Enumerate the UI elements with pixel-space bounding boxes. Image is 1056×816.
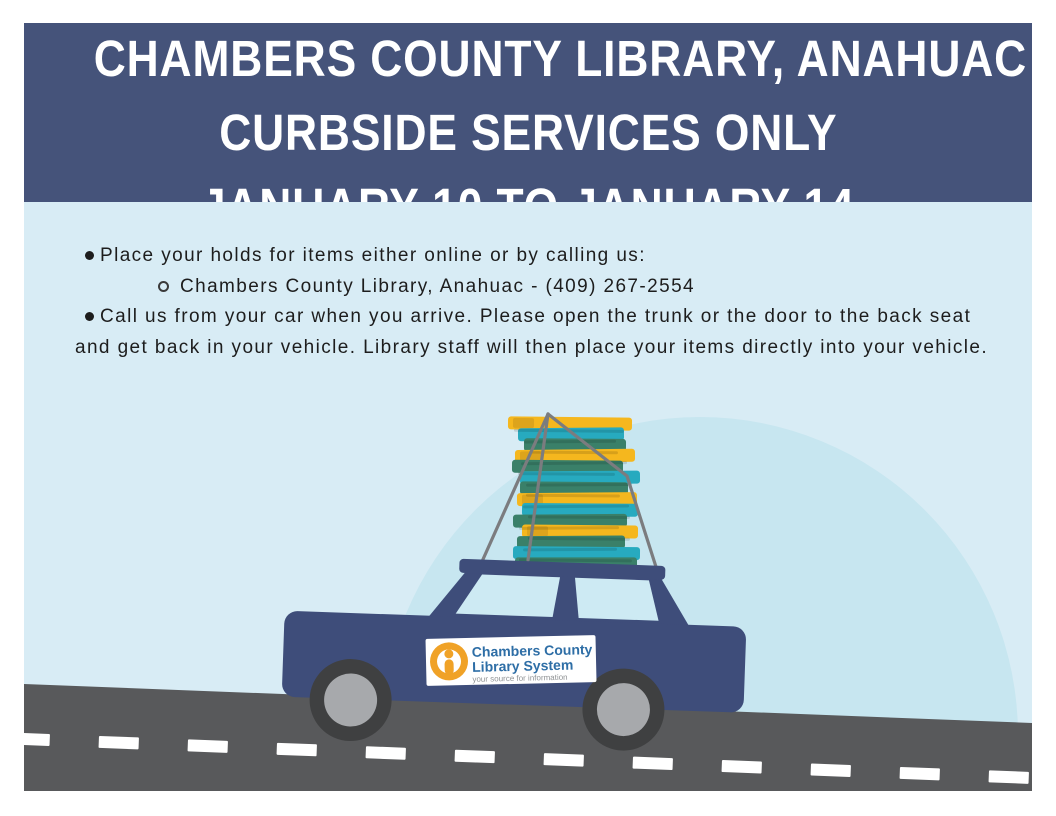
book-stack: [508, 416, 640, 570]
road-dash: [24, 732, 50, 746]
book-tab: [513, 418, 534, 428]
bullet-dot-icon: [85, 312, 94, 321]
bullet-ring-icon: [158, 281, 169, 292]
car-window-right: [574, 578, 660, 621]
road-dash: [188, 739, 228, 753]
logo-text-line2: Library System: [471, 656, 574, 675]
list-item: [75, 302, 1010, 363]
road-dash: [722, 760, 762, 774]
logo-text-line1: Chambers County: [471, 641, 593, 660]
logo-tagline: your source for information: [472, 672, 568, 684]
road-dash: [900, 767, 940, 781]
road-dash: [455, 750, 495, 764]
instructions-list: [75, 241, 1010, 363]
road-dash: [277, 743, 317, 757]
bullet-dot-icon: [85, 251, 94, 260]
header-banner: [24, 23, 1032, 202]
road-dash: [989, 770, 1029, 784]
sub-bullet-text: Chambers County Library, Anahuac - (409) 267-2554: [180, 275, 695, 297]
bullet-text: Call us from your car when you arrive. Please open the trunk or the door to the back seat and get back in your vehicle. Library staff will then place your items directly into your vehicle.: [75, 306, 989, 358]
info-icon-stem: [444, 659, 453, 675]
header-subtitle-text: CURBSIDE SERVICES ONLY: [218, 104, 838, 161]
list-item: [75, 241, 1010, 272]
illustration-area: [24, 202, 1032, 791]
header-line-1: [24, 28, 1032, 102]
road-dash: [544, 753, 584, 767]
road-dash: [99, 736, 139, 750]
flyer: [24, 23, 1032, 791]
header-title-text: CHAMBERS COUNTY LIBRARY, ANAHUAC: [93, 30, 1028, 87]
bullet-text: Place your holds for items either online or by calling us:: [100, 245, 646, 266]
logo-plate: [426, 635, 597, 686]
header-line-2: [24, 102, 1032, 176]
sub-list-item: [75, 272, 1010, 303]
road-dash: [366, 746, 406, 760]
road-dash: [811, 763, 851, 777]
road-dash: [633, 757, 673, 771]
